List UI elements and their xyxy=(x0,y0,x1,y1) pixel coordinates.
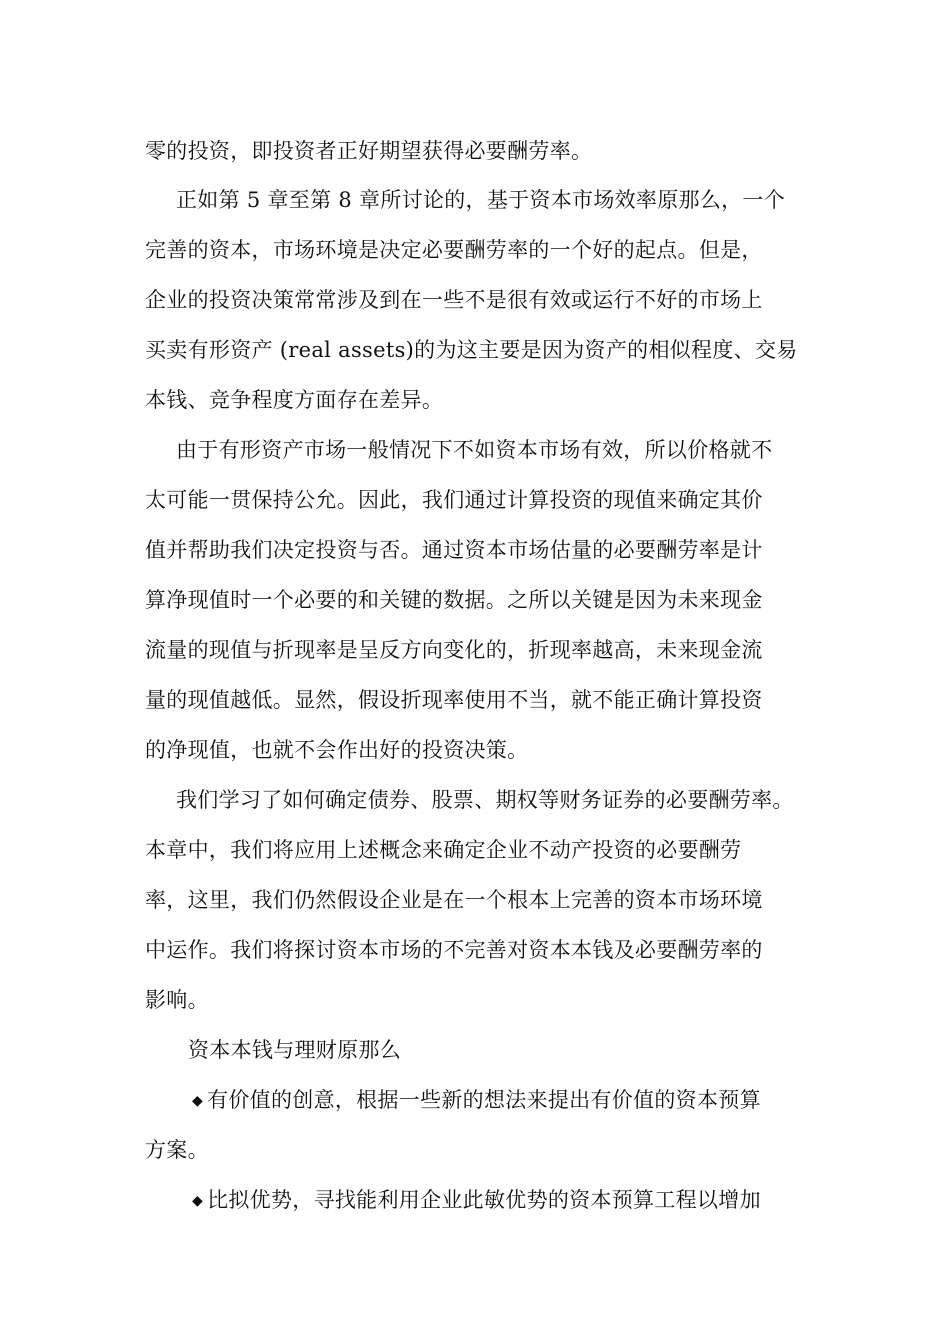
text-line: 本章中，我们将应用上述概念来确定企业不动产投资的必要酬劳 xyxy=(145,838,742,862)
text-line: 买卖有形资产 (real assets)的为这主要是因为资产的相似程度、交易 xyxy=(145,338,798,362)
text-line: 方案。 xyxy=(145,1138,209,1162)
text-line: 零的投资，即投资者正好期望获得必要酬劳率。 xyxy=(145,139,593,163)
text-line: 由于有形资产市场一般情况下不如资本市场有效，所以价格就不 xyxy=(176,438,773,462)
text-line: 企业的投资决策常常涉及到在一些不是很有效或运行不好的市场上 xyxy=(145,288,763,312)
diamond-bullet-icon: ◆ xyxy=(192,1093,204,1109)
text-line: 率，这里，我们仍然假设企业是在一个根本上完善的资本市场环境 xyxy=(145,888,763,912)
text-line: 正如第 5 章至第 8 章所讨论的，基于资本市场效率原那么，一个 xyxy=(176,188,786,212)
text-line: 影响。 xyxy=(145,988,209,1012)
bullet-item xyxy=(192,1185,761,1216)
text-line: 完善的资本，市场环境是决定必要酬劳率的一个好的起点。但是， xyxy=(145,238,763,262)
text-line: 的净现值，也就不会作出好的投资决策。 xyxy=(145,738,529,762)
section-heading: 资本本钱与理财原那么 xyxy=(188,1038,401,1062)
text-line: 算净现值时一个必要的和关键的数据。之所以关键是因为未来现金 xyxy=(145,588,763,612)
bullet-text: 比拟优势，寻找能利用企业此敏优势的资本预算工程以增加 xyxy=(207,1188,761,1212)
diamond-bullet-icon: ◆ xyxy=(192,1193,204,1209)
bullet-item xyxy=(192,1085,761,1116)
text-line: 量的现值越低。显然，假设折现率使用不当，就不能正确计算投资 xyxy=(145,688,763,712)
text-line: 本钱、竞争程度方面存在差异。 xyxy=(145,388,444,412)
text-line: 值并帮助我们决定投资与否。通过资本市场估量的必要酬劳率是计 xyxy=(145,538,763,562)
text-line: 流量的现值与折现率是呈反方向变化的，折现率越高，未来现金流 xyxy=(145,638,763,662)
text-line: 我们学习了如何确定债券、股票、期权等财务证券的必要酬劳率。 xyxy=(176,788,794,812)
text-line: 太可能一贯保持公允。因此，我们通过计算投资的现值来确定其价 xyxy=(145,488,763,512)
text-line: 中运作。我们将探讨资本市场的不完善对资本本钱及必要酬劳率的 xyxy=(145,938,763,962)
bullet-text: 有价值的创意，根据一些新的想法来提出有价值的资本预算 xyxy=(207,1088,761,1112)
